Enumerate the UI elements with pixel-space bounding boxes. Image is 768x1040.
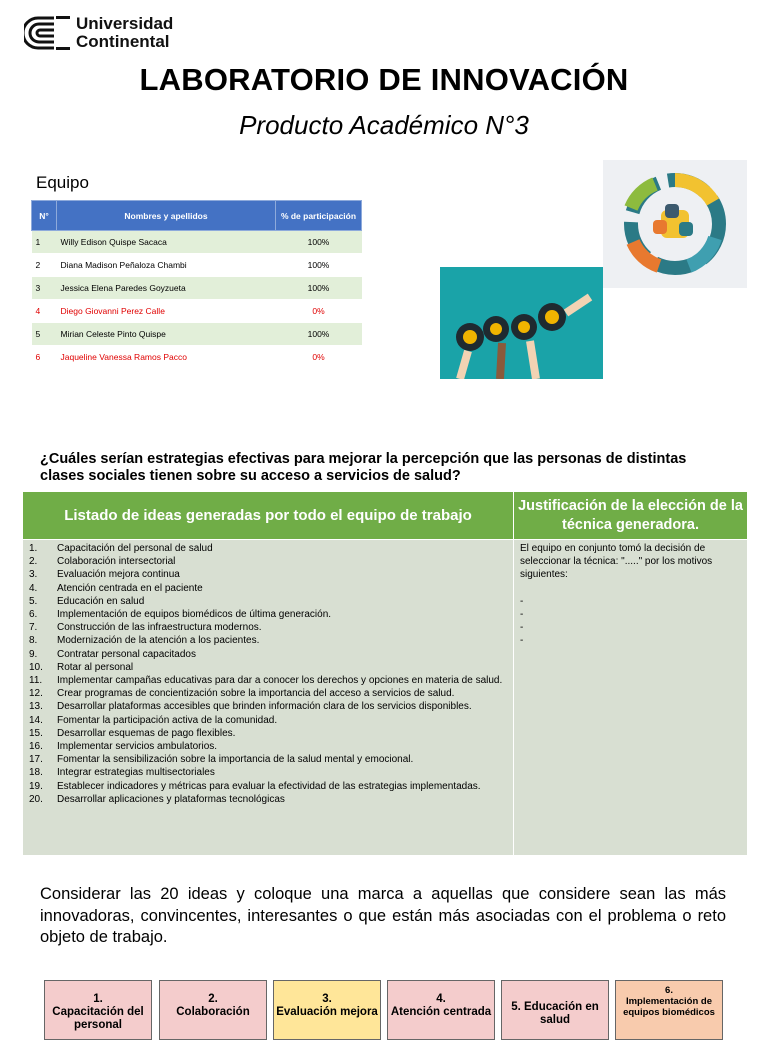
page-subtitle: Producto Académico N°3	[239, 110, 529, 140]
idea-card-text: Colaboración	[176, 1006, 250, 1018]
idea-card	[501, 980, 609, 1040]
team-table-row	[32, 346, 362, 369]
university-logo	[24, 14, 173, 52]
idea-card-number: 1.	[93, 993, 103, 1005]
idea-item	[23, 687, 513, 700]
university-name	[76, 15, 173, 51]
team-table-row	[32, 231, 362, 254]
team-gears-graphic	[440, 267, 603, 379]
member-participation: 0%	[276, 346, 362, 369]
header-participation: % de participación	[276, 201, 362, 231]
team-gears-image	[440, 267, 603, 379]
idea-item	[23, 780, 513, 793]
member-number: 5	[32, 323, 57, 346]
member-number: 6	[32, 346, 57, 369]
idea-text: Fomentar la sensibilización sobre la importancia de la salud mental y emocional.	[57, 754, 414, 766]
member-number: 2	[32, 254, 57, 277]
idea-number: 5.	[29, 595, 38, 607]
member-name: Jessica Elena Paredes Goyzueta	[57, 277, 276, 300]
idea-text: Rotar al personal	[57, 661, 134, 673]
idea-text: Implementar campañas educativas para dar a conocer los derechos y opciones en materia de salud.	[57, 675, 503, 687]
member-number: 4	[32, 300, 57, 323]
idea-text: Desarrollar esquemas de pago flexibles.	[57, 727, 236, 739]
research-question: ¿Cuáles serían estrategias efectivas para mejorar la percepción que las personas de distintas clases sociales tienen sobre su acceso a servicios de salud?	[40, 451, 687, 484]
idea-text: Fomentar la participación activa de la comunidad.	[57, 714, 278, 726]
idea-cards-row	[0, 980, 768, 1031]
member-participation: 100%	[276, 323, 362, 346]
idea-item	[23, 793, 513, 806]
idea-item	[23, 766, 513, 779]
justification-dash: -	[520, 622, 524, 634]
idea-card-text: 5. Educación en salud	[511, 1001, 599, 1026]
header-name: Nombres y apellidos	[57, 201, 276, 231]
ideas-list	[23, 540, 513, 806]
team-table-row	[32, 300, 362, 323]
idea-card-number: 3.	[322, 993, 332, 1005]
team-label: Equipo	[36, 173, 89, 192]
idea-item	[23, 648, 513, 661]
member-name: Diana Madison Peñaloza Chambi	[57, 254, 276, 277]
instruction-paragraph: Considerar las 20 ideas y coloque una marca a aquellas que considere sean las más innovadoras, convincentes, interesantes o que están más asociadas con el problema o reto objeto de trabajo.	[40, 885, 726, 946]
ideas-header-right: Justificación de la elección de la técnica generadora.	[514, 492, 747, 539]
idea-text: Colaboración intersectorial	[57, 556, 176, 568]
idea-number: 11.	[29, 675, 43, 687]
idea-number: 18.	[29, 767, 43, 779]
idea-item	[23, 674, 513, 687]
idea-card	[615, 980, 723, 1040]
idea-card	[44, 980, 152, 1040]
idea-text: Atención centrada en el paciente	[57, 582, 203, 594]
justification-text-block	[514, 540, 747, 647]
idea-number: 16.	[29, 741, 43, 753]
justification-dash: -	[520, 635, 524, 647]
idea-card-text: Capacitación del personal	[52, 1006, 144, 1031]
idea-card-text: Atención centrada	[390, 1006, 492, 1018]
team-table-row	[32, 277, 362, 300]
idea-number: 19.	[29, 780, 43, 792]
idea-item	[23, 621, 513, 634]
idea-number: 17.	[29, 754, 43, 766]
idea-item	[23, 582, 513, 595]
justification-cell	[514, 540, 747, 855]
ideas-table	[23, 492, 747, 855]
member-participation: 0%	[276, 300, 362, 323]
idea-card-text: Implementación de equipos biomédicos	[623, 996, 715, 1018]
idea-text: Integrar estrategias multisectoriales	[57, 767, 215, 779]
idea-text: Evaluación mejora continua	[57, 569, 180, 581]
member-number: 1	[32, 231, 57, 254]
idea-item	[23, 714, 513, 727]
idea-card-number: 6.	[665, 985, 673, 996]
idea-item	[23, 727, 513, 740]
idea-item	[23, 555, 513, 568]
member-number: 3	[32, 277, 57, 300]
team-table-body	[32, 231, 362, 369]
ideas-header-left: Listado de ideas generadas por todo el equipo de trabajo	[23, 492, 513, 539]
idea-card	[159, 980, 267, 1040]
header-number: N°	[32, 201, 57, 231]
member-name: Willy Edison Quispe Sacaca	[57, 231, 276, 254]
idea-card-number: 2.	[208, 993, 218, 1005]
team-table-header	[32, 201, 362, 231]
idea-card-number: 4.	[436, 993, 446, 1005]
idea-text: Educación en salud	[57, 595, 145, 607]
idea-text: Crear programas de concientización sobre la importancia del acceso a servicios de salud.	[57, 688, 455, 700]
idea-item	[23, 608, 513, 621]
idea-number: 4.	[29, 582, 38, 594]
idea-number: 2.	[29, 556, 38, 568]
idea-text: Implementar servicios ambulatorios.	[57, 741, 218, 753]
idea-number: 10.	[29, 661, 43, 673]
university-name-line2: Continental	[76, 32, 170, 51]
member-name: Diego Giovanni Perez Calle	[57, 300, 276, 323]
team-table-row	[32, 254, 362, 277]
member-participation: 100%	[276, 231, 362, 254]
idea-number: 15.	[29, 727, 43, 739]
idea-text: Establecer indicadores y métricas para evaluar la efectividad de las estrategias implementadas.	[57, 780, 481, 792]
idea-number: 9.	[29, 648, 38, 660]
idea-number: 20.	[29, 793, 43, 805]
idea-item	[23, 634, 513, 647]
idea-card	[387, 980, 495, 1040]
idea-number: 12.	[29, 688, 43, 700]
idea-number: 6.	[29, 609, 38, 621]
idea-text: Modernización de la atención a los pacientes.	[57, 635, 260, 647]
idea-text: Construcción de las infraestructura modernos.	[57, 622, 262, 634]
idea-number: 13.	[29, 701, 43, 713]
team-table	[31, 200, 362, 369]
teamwork-hands-image	[603, 160, 747, 288]
idea-number: 8.	[29, 635, 38, 647]
idea-item	[23, 595, 513, 608]
idea-text: Desarrollar plataformas accesibles que brinden información clara de los servicios disponibles.	[57, 701, 472, 713]
idea-item	[23, 700, 513, 713]
idea-number: 14.	[29, 714, 43, 726]
idea-number: 7.	[29, 622, 38, 634]
idea-text: Contratar personal capacitados	[57, 648, 196, 660]
idea-item	[23, 568, 513, 581]
member-name: Mirian Celeste Pinto Quispe	[57, 323, 276, 346]
justification-text: El equipo en conjunto tomó la decisión de seleccionar la técnica: "....." por los motivos siguientes:	[520, 543, 713, 581]
idea-number: 3.	[29, 569, 38, 581]
university-logo-icon	[24, 14, 72, 52]
idea-text: Desarrollar aplicaciones y plataformas tecnológicas	[57, 793, 285, 805]
idea-text: Capacitación del personal de salud	[57, 543, 213, 554]
team-table-row	[32, 323, 362, 346]
idea-item	[23, 661, 513, 674]
idea-item	[23, 753, 513, 766]
member-name: Jaqueline Vanessa Ramos Pacco	[57, 346, 276, 369]
university-name-line1: Universidad	[76, 14, 174, 33]
idea-text: Implementación de equipos biomédicos de última generación.	[57, 609, 332, 621]
page-title: LABORATORIO DE INNOVACIÓN	[139, 62, 629, 97]
idea-card	[273, 980, 381, 1040]
hands-circle-graphic	[603, 160, 747, 288]
member-participation: 100%	[276, 277, 362, 300]
idea-item	[23, 740, 513, 753]
idea-number: 1.	[29, 543, 38, 554]
ideas-list-cell	[23, 540, 513, 855]
idea-card-text: Evaluación mejora	[276, 1006, 378, 1018]
member-participation: 100%	[276, 254, 362, 277]
idea-item	[23, 542, 513, 555]
justification-dash: -	[520, 595, 524, 607]
justification-dash: -	[520, 608, 524, 620]
